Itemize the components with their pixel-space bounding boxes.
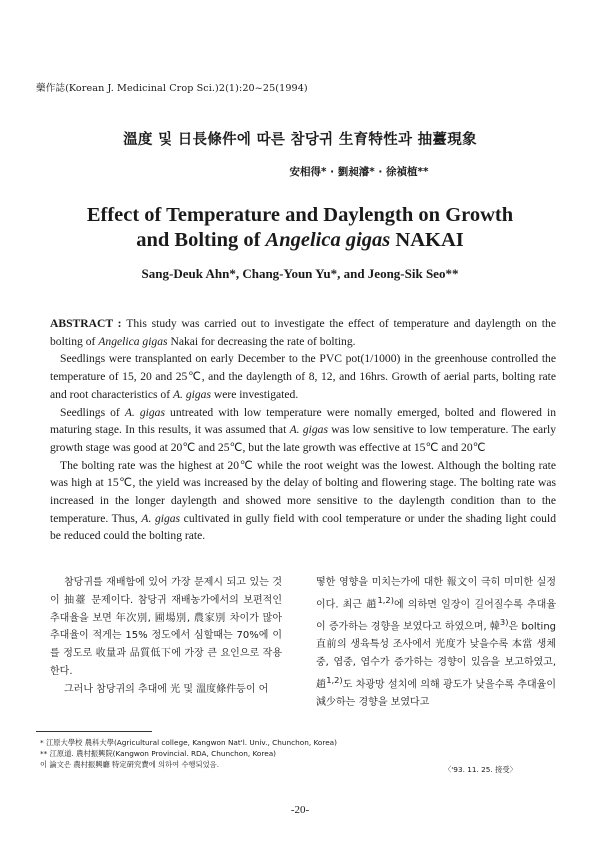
- abstract-label: ABSTRACT: [50, 317, 113, 330]
- abstract-paragraph-4: The bolting rate was the highest at 20℃ while the root weight was the lowest. Although the bolting rate was high at 15℃, the yield was increased by the delay of bolting and flowering stage. The bolting rate was increased in the longer daylength and showed more sensitive to the daylength condition than to the temperature. Thus, A. gigas cultivated in gully field with cool temperature or under the shading light could be reduced could the bolting rate.: [50, 458, 556, 543]
- journal-citation: 藥作誌(Korean J. Medicinal Crop Sci.)2(1):20~25(1994): [36, 83, 308, 94]
- footnote-funding: 이 論文은 農村振興廳 特定硏究費에 의하여 수행되었음.: [40, 760, 220, 769]
- received-date: 〈'93. 11. 25. 接受〉: [444, 765, 517, 774]
- reference-marker: 3): [499, 616, 509, 627]
- page-number: -20-: [290, 804, 310, 816]
- abstract: [50, 315, 556, 545]
- body-right-paragraph-1: 떻한 영향을 미치는가에 대한 報文이 극히 미미한 실정이다. 최근 趙$^{1,2)}$에 의하면 일장이 길어질수록 추대율이 증가하는 경향을 보였다고 하였으며, 韓$^{3)}$은 bolting 直前의 생육특성 조사에서 光度가 낮을수록 本當 생체중, 엽중, 엽수가 증가하는 경향이 있음을 보고하였고, 趙$^{1,2)}$도 차광망 설치에 의해 광도가 낮을수록 추대율이 減少하는 경향을 보였다고: [316, 577, 557, 708]
- english-title: [0, 203, 600, 253]
- abstract-paragraph-2: Seedlings were transplanted on early December to the PVC pot(1/1000) in the greenhouse controlled the temperature of 15, 20 and 25℃, and the daylength of 8, 12, and 16hrs. Growth of aerial parts, bolting rate and root characteristics of A. gigas were investigated.: [50, 352, 556, 401]
- body-left-paragraph-2: 그러나 참당귀의 추대에 光 및 溫度條件등이 어: [64, 683, 269, 695]
- body-left-paragraph-1: 참당귀를 재배함에 있어 가장 문제시 되고 있는 것이 抽薹 문제이다. 참당귀 재배농가에서의 보편적인 추대율을 보면 年次別, 圃場別, 農家別 차이가 많아 추대율이 적게는 15% 정도에서 심할때는 70%에 이를 정도로 收量과 品質低下에 가장 큰 요인으로 작용한다.: [50, 577, 282, 677]
- reference-marker: 1,2): [377, 594, 394, 605]
- english-title-line2: and Bolting of Angelica gigas NAKAI: [136, 229, 464, 251]
- english-title-line1: Effect of Temperature and Daylength on Growth: [86, 204, 514, 226]
- footnote-affiliation-1: * 江原大學校 農科大學(Agricultural college, Kangwon Nat'l. Univ., Chunchon, Korea): [40, 738, 337, 747]
- footnote-divider: [36, 731, 152, 732]
- abstract-paragraph-1: ABSTRACT : This study was carried out to investigate the effect of temperature and daylength on the bolting of Angelica gigas Nakai for decreasing the rate of bolting.: [50, 317, 556, 348]
- reference-marker: 1,2): [326, 674, 343, 685]
- english-authors: Sang-Deuk Ahn*, Chang-Youn Yu*, and Jeong-Sik Seo**: [141, 266, 459, 281]
- body-column-left: [50, 574, 282, 699]
- korean-authors: 安相得* · 劉昶濬* · 徐禎植**: [289, 166, 429, 178]
- footnote-affiliation-2: ** 江原道. 農村振興院(Kangwon Provincial. RDA, Chunchon, Korea): [40, 749, 277, 758]
- abstract-paragraph-3: Seedlings of A. gigas untreated with low temperature were nomally emerged, bolted and flowered in maturing stage. In this results, it was assumed that A. gigas was low sensitive to low temperature. The early growth stage was good at 20℃ and 25℃, but the late growth was effective at 15℃ and 20℃: [50, 405, 556, 454]
- body-column-right: [316, 574, 556, 712]
- korean-title: 溫度 및 日長條件에 따른 참당귀 生育特性과 抽薹現象: [123, 132, 477, 148]
